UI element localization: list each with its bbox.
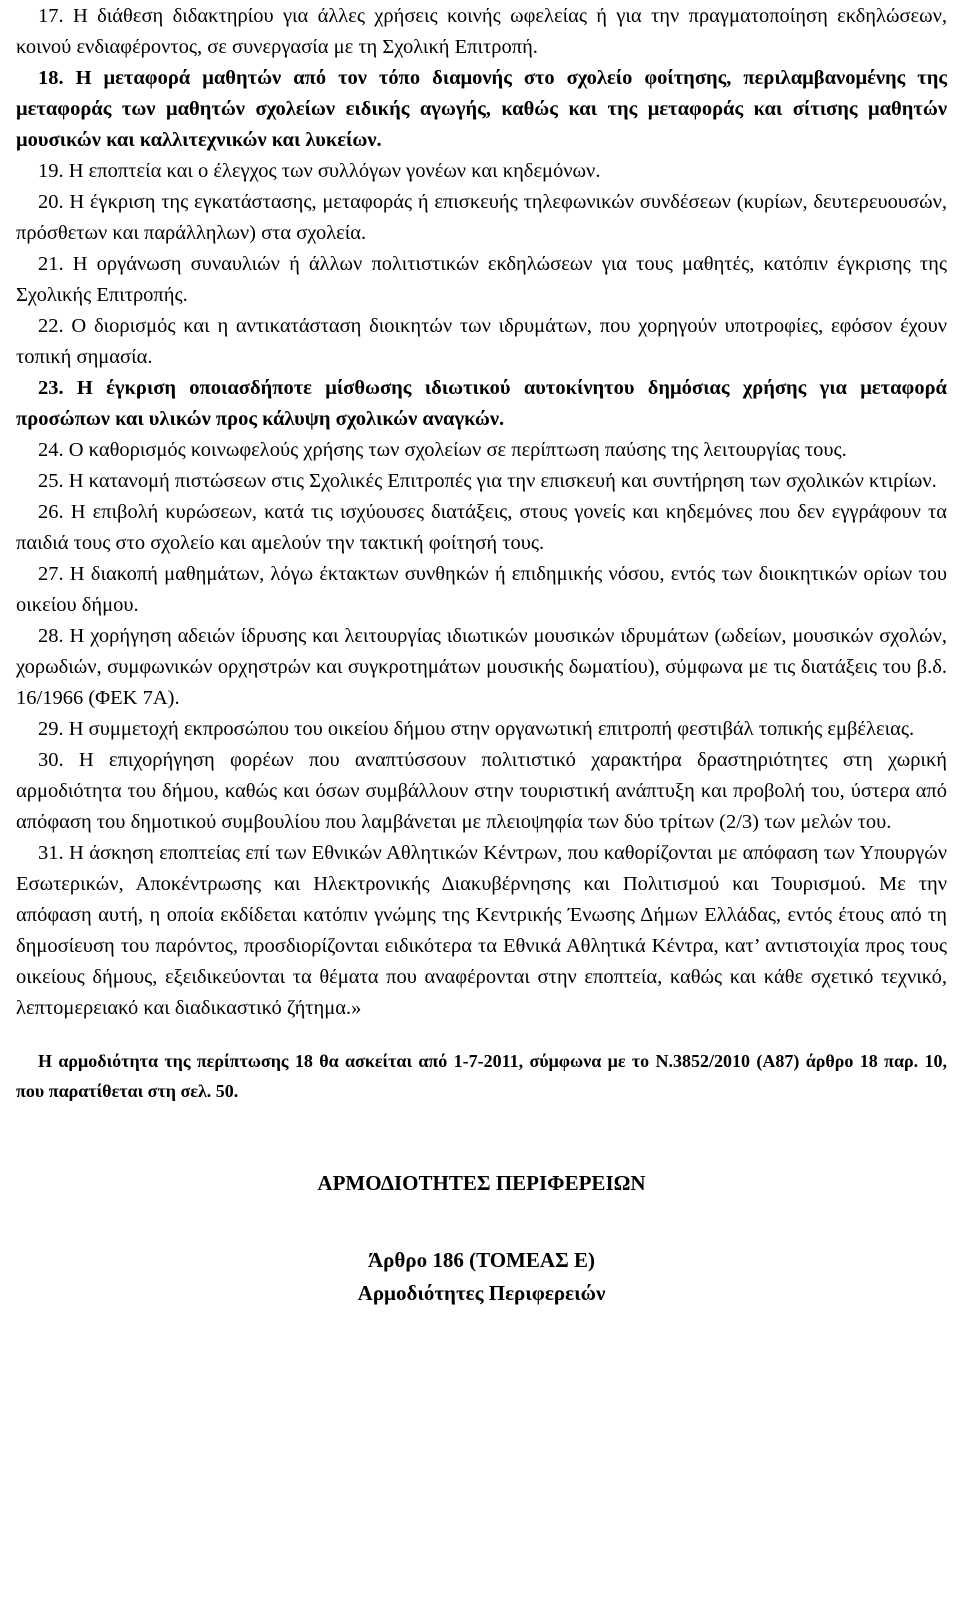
list-item-18: 18. Η μεταφορά μαθητών από τον τόπο διαμονής στο σχολείο φοίτησης, περιλαμβανομένης της μεταφοράς των μαθητών σχολείων ειδικής αγωγής, καθώς και της μεταφοράς και σίτισης μαθητών μουσικών και καλλιτεχνικών και λυκείων. [16,67,947,151]
section-title: ΑΡΜΟΔΙΟΤΗΤΕΣ ΠΕΡΙΦΕΡΕΙΩΝ [317,1171,646,1195]
list-item-17: 17. Η διάθεση διδακτηρίου για άλλες χρήσεις κοινής ωφελείας ή για την πραγματοποίηση εκδηλώσεων, κοινού ενδιαφέροντος, σε συνεργασία με τη Σχολική Επιτροπή. [16,5,947,58]
list-item-25: 25. Η κατανομή πιστώσεων στις Σχολικές Επιτροπές για την επισκευή και συντήρηση των σχολικών κτιρίων. [38,470,937,492]
list-item-20: 20. Η έγκριση της εγκατάστασης, μεταφοράς ή επισκευής τηλεφωνικών συνδέσεων (κυρίων, δευτερευουσών, πρόσθετων και παράλληλων) στα σχολεία. [16,191,947,244]
effective-date-note: Η αρμοδιότητα της περίπτωσης 18 θα ασκείται από 1-7-2011, σύμφωνα με το Ν.3852/2010 (Α87) άρθρο 18 παρ. 10, που παρατίθεται στη σελ. 50. [16,1051,947,1101]
list-item-28: 28. Η χορήγηση αδειών ίδρυσης και λειτουργίας ιδιωτικών μουσικών ιδρυμάτων (ωδείων, μουσικών σχολών, χορωδιών, συμφωνικών ορχηστρών και συγκροτημάτων μουσικής δωματίου), σύμφωνα με τις διατάξεις του β.δ. 16/1966 (ΦΕΚ 7Α). [16,625,947,709]
list-item-22: 22. Ο διορισμός και η αντικατάσταση διοικητών των ιδρυμάτων, που χορηγούν υποτροφίες, εφόσον έχουν τοπική σημασία. [16,315,947,368]
list-item-27: 27. Η διακοπή μαθημάτων, λόγω έκτακτων συνθηκών ή επιδημικής νόσου, εντός των διοικητικών ορίων του οικείου δήμου. [16,563,947,616]
article-title: Άρθρο 186 (ΤΟΜΕΑΣ Ε) [367,1248,596,1272]
document-page [0,1,960,1600]
list-item-30: 30. Η επιχορήγηση φορέων που αναπτύσσουν πολιτιστικό χαρακτήρα δραστηριότητες στη χωρική αρμοδιότητα του δήμου, καθώς και όσων συμβάλλουν στην τουριστική ανάπτυξη και προβολή του, ύστερα από απόφαση του δημοτικού συμβουλίου που λαμβάνεται με πλειοψηφία των δύο τρίτων (2/3) των μελών του. [16,749,947,833]
list-item-21: 21. Η οργάνωση συναυλιών ή άλλων πολιτιστικών εκδηλώσεων για τους μαθητές, κατόπιν έγκρισης της Σχολικής Επιτροπής. [16,253,947,306]
list-item-23: 23. Η έγκριση οποιασδήποτε μίσθωσης ιδιωτικού αυτοκίνητου δημόσιας χρήσης για μεταφορά προσώπων και υλικών προς κάλυψη σχολικών αναγκών. [16,377,947,430]
article-subtitle: Αρμοδιότητες Περιφερειών [357,1281,606,1305]
list-item-24: 24. Ο καθορισμός κοινωφελούς χρήσης των σχολείων σε περίπτωση παύσης της λειτουργίας τους. [38,439,847,461]
list-item-19: 19. Η εποπτεία και ο έλεγχος των συλλόγων γονέων και κηδεμόνων. [38,160,601,182]
list-item-31: 31. Η άσκηση εποπτείας επί των Εθνικών Αθλητικών Κέντρων, που καθορίζονται με απόφαση των Υπουργών Εσωτερικών, Αποκέντρωσης και Ηλεκτρονικής Διακυβέρνησης και Πολιτισμού και Τουρισμού. Με την απόφαση αυτή, η οποία εκδίδεται κατόπιν γνώμης της Κεντρικής Ένωσης Δήμων Ελλάδας, εντός έτους από τη δημοσίευση του παρόντος, προσδιορίζονται ειδικότερα τα Εθνικά Αθλητικά Κέντρα, κατ’ αντιστοιχία προς τους οικείους δήμους, εξειδικεύονται τα θέματα που αναφέρονται στην εποπτεία, καθώς και κάθε σχετικό τεχνικό, λεπτομερειακό και διαδικαστικό ζήτημα.» [16,842,947,1019]
list-item-29: 29. Η συμμετοχή εκπροσώπου του οικείου δήμου στην οργανωτική επιτροπή φεστιβάλ τοπικής εμβέλειας. [38,718,915,740]
list-item-26: 26. Η επιβολή κυρώσεων, κατά τις ισχύουσες διατάξεις, στους γονείς και κηδεμόνες που δεν εγγράφουν τα παιδιά τους στο σχολείο και αμελούν την τακτική φοίτησή τους. [16,501,947,554]
